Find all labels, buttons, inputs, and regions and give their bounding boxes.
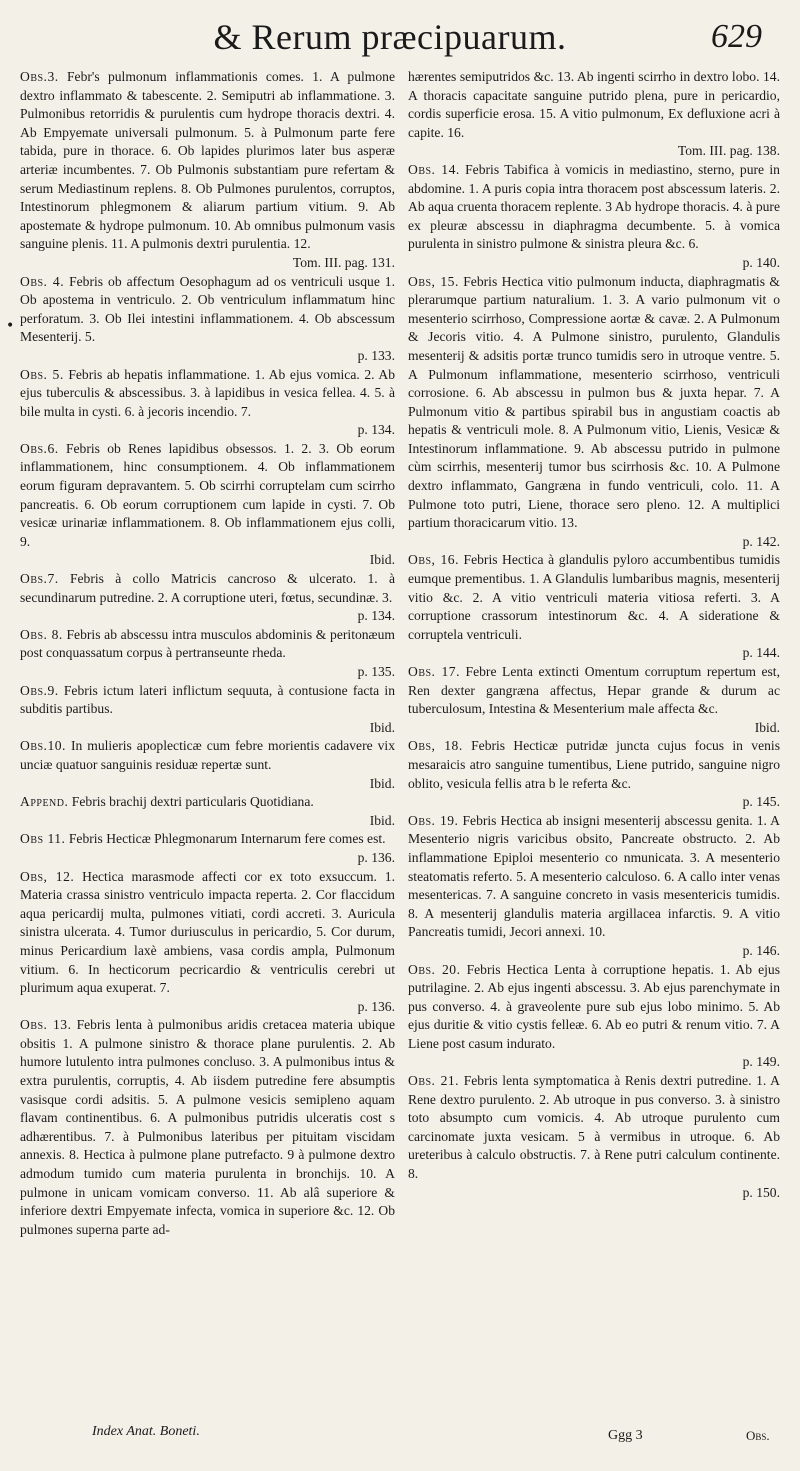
- entry-label: Append.: [20, 794, 69, 810]
- entry-label: Obs. 17.: [408, 664, 460, 679]
- index-entry: [20, 273, 395, 366]
- entry-label: Obs 11.: [20, 831, 66, 847]
- entry-text: Febris Hectica ab insigni mesenterij abscessu genita. 1. A Mesenterio nigris varicibus obsito, Pancreate obstructo. 2. Ab inflammatione Epiploi mesenterio co nmunicata. 3. A mesenterio steatomatis referto. 5. A mesenterio calculoso. 6. A callo inter venas mesentericas. 7. A sanguine concreto in vasis mesentericis tumidis. 8. A mesenterij glandulis materia argillacea infarctis. 9. A vitio Pancreatis tumidi, Jecori annexi. 10.: [408, 812, 780, 940]
- index-entry: [20, 868, 395, 1017]
- margin-bullet-icon: •: [6, 318, 15, 334]
- index-entry: [20, 68, 395, 273]
- page-number: 629: [711, 18, 762, 55]
- right-column: [408, 68, 780, 1202]
- entry-text: Febre Lenta extincti Omentum corruptum repertum est, Ren dexter gangræna affectus, Hepar grande & durum ac tuberculosum, Intestina & Mesenterium male affecta &c.: [408, 664, 780, 717]
- entry-text: Hectica marasmode affecti cor ex toto exsuccum. 1. Materia crassa sinistro ventriculo impacta reperta. 2. Cor flaccidum aqua pericardij multa, pulmones vitiati, cordi accreti. 3. Auricula sinistra ulcerata. 4. Tumor duriusculus in pericardio, 5. Cor durum, minus Pericardium laxè ambiens, vasa cordis ampla, Pulmonum vitium. 6. In hecticorum pecricardio & ventriculis cerebri ut plurimum aqua exuperat. 7.: [20, 868, 396, 996]
- entry-page-ref: Ibid.: [754, 719, 780, 735]
- index-entry: [408, 551, 780, 663]
- entry-text: Febris ictum lateri inflictum sequuta, à contusione facta in subditis partibus.: [20, 682, 395, 717]
- entry-page-ref: Ibid.: [369, 775, 395, 791]
- index-entry: [20, 682, 395, 738]
- entry-text: Febris ab hepatis inflammatione. 1. Ab ejus vomica. 2. Ab ejus tuberculis & abscessibus. 3. à lapidibus in vesica fellea. 4. 5. à bile multa in cysti. 6. à jecoris incendio. 7.: [20, 366, 395, 419]
- entry-page-ref: Tom. III. pag. 138.: [677, 143, 780, 159]
- index-entry: [408, 1072, 780, 1202]
- entry-page-ref: Ibid.: [369, 552, 395, 568]
- entry-label: Obs, 18.: [408, 738, 463, 754]
- index-entry: [408, 812, 780, 961]
- entry-page-ref: p. 136.: [357, 849, 395, 865]
- entry-text: Febris à collo Matricis cancroso & ulcerato. 1. à secundinarum putredine. 2. A corruptione uteri, fœtus, secundinæ. 3.: [20, 571, 395, 605]
- entry-text: Febris ob Renes lapidibus obsessos. 1. 2. 3. Ob eorum inflammationem, hinc consumptionem. 4. Ob inflammationem eorum figuram depravantem. 5. Ob scirrhi corruptelam cum scirrho pancreatis. 6. Ob eorum corruptionem cum lapide in cysti. 7. Ob vesicæ urinariæ inflammationem. 8. Ob inflammationem ejus colli, 9.: [20, 440, 395, 549]
- entry-text: Febris ob affectum Oesophagum ad os ventriculi usque 1. Ob apostema in ventriculo. 2. Ob ventriculum inflammatum hinc perforatum. 3. Ob Ilei intestini inflammationem. 4. Ob abscessum Mesenterij. 5.: [20, 273, 396, 345]
- index-entry: [408, 737, 780, 811]
- entry-text: Febris Hecticæ Phlegmonarum Internarum fere comes est.: [68, 831, 386, 847]
- running-head: & Rerum præcipuarum.: [213, 17, 567, 57]
- index-entry: [20, 830, 395, 867]
- index-entry: [20, 1016, 395, 1239]
- page-footer: [0, 1422, 800, 1462]
- entry-label: Obs, 12.: [20, 868, 75, 884]
- entry-page-ref: p. 133.: [357, 347, 395, 363]
- entry-page-ref: p. 140.: [742, 254, 780, 270]
- index-entry: [408, 961, 780, 1073]
- entry-label: Obs.6.: [20, 440, 59, 456]
- entry-label: Obs. 5.: [20, 366, 64, 382]
- index-entry: [408, 161, 780, 273]
- index-entry: [20, 570, 395, 626]
- entry-page-ref: p. 149.: [742, 1054, 780, 1070]
- entry-text: Febris Hectica Lenta à corruptione hepatis. 1. Ab ejus putrilagine. 2. Ab ejus ingenti abscessu. 3. Ab ejus parenchymate in pus converso. 4. à graveolente pure sub ejus lobo minimo. 5. Ab ejus duritie & vitio cystis felleæ. 6. Ab eo putri & renum vitio. 7. A Liene post casum indurato.: [408, 961, 780, 1051]
- entry-page-ref: Ibid.: [369, 812, 395, 828]
- footer-title: Index Anat. Boneti.: [92, 1424, 200, 1439]
- entry-page-ref: p. 146.: [742, 942, 780, 958]
- entry-label: Obs. 14.: [408, 161, 460, 177]
- signature-mark: Ggg 3: [608, 1428, 643, 1443]
- entry-page-ref: p. 144.: [742, 645, 780, 661]
- entry-label: Obs. 8.: [20, 626, 63, 642]
- entry-page-ref: Tom. III. pag. 131.: [292, 254, 395, 270]
- entry-page-ref: p. 134.: [357, 608, 395, 624]
- entry-page-ref: p. 142.: [742, 533, 780, 549]
- index-entry: [20, 440, 395, 570]
- index-entry: [20, 626, 395, 682]
- entry-page-ref: Ibid.: [369, 719, 395, 735]
- index-entry: [408, 273, 780, 552]
- entry-label: Obs, 16.: [408, 552, 459, 568]
- entry-page-ref: p. 145.: [742, 794, 780, 810]
- entry-label: Obs. 4.: [20, 273, 65, 289]
- entry-page-ref: p. 136.: [357, 998, 395, 1014]
- entry-text: Febris Hectica vitio pulmonum inducta, diaphragmatis & plerarumque partium naturalium. 1. 3. A vario pulmonum vit o mesenterio scirrhoso, Compressione aortæ & cavæ. 2. A Pulmonum & Jecoris vitio. 4. A Pulmone sinistro, purulento, Glandulis mesenterij & adsitis portæ trunco tumidis sero in utroque ventre. 5. A Pulmonum inflammatione, mesenterio scirrhoso, ventriculi corrosione. 6. Ab abscessu in pulmon bus & juxta hepar. 7. A Pulmonum vitio & partibus spirabil bus in angustiam coactis ab hepatis & ventriculi mole. 8. A Pulmonum vitio, Lienis, Vesicæ & Intestinorum inflammatione. 9. Ab abscessu putrido in pulmone cùm scirrhis, mesenterij tumor bus scirrhosis &c. 10. A Pulmone dextro inflammato, Gangræna in fundo ventriculi, colo. 11. A Pulmone toto putri, Liene, thorace sero pleno. 12. A multiplici partium thoracicarum vitio. 13.: [408, 273, 780, 531]
- entry-page-ref: p. 135.: [357, 664, 395, 679]
- entry-text: hærentes semiputridos &c. 13. Ab ingenti scirrho in dextro lobo. 14. A thoracis capacitate sanguine putrido plena, pure in pericardio, cordis superficie erosa. 15. A vitio pulmonum, Ex defluxione acri à capite. 16.: [408, 69, 780, 140]
- entry-label: Obs. 20.: [408, 961, 461, 977]
- entry-label: Obs.9.: [20, 682, 59, 698]
- entry-label: Obs. 13.: [20, 1017, 72, 1033]
- entry-text: In mulieris apoplecticæ cum febre morientis cadavere vix unciæ quatuor sanguinis residuæ repertæ sunt.: [20, 738, 395, 772]
- index-entry: [20, 366, 395, 440]
- entry-text: Febris lenta symptomatica à Renis dextri putredine. 1. A Rene dextro purulento. 2. Ab utroque in pus converso. 3. à sinistro toto absumpto cum vomicis. 4. Ab utroque purulento cum carcinomate juxta vesicam. 5 à vermibus in utroque. 6. Ab ureteribus à calculo obstructis. 7. à Rene putri calculum continente. 8.: [408, 1073, 780, 1182]
- entry-label: Obs. 19.: [408, 812, 459, 828]
- entry-text: Febris lenta à pulmonibus aridis cretacea materia ubique obsitis 1. A pulmone sinistro & thorace plane purulentis. 2. Ab humore lutulento intra pulmones concluso. 3. A pulmonibus intus & extra purulentis, corruptis, 4. Ab iisdem putredine fere absumptis vasisque cordi adsitis. 5. A pulmone vesicis semipleno aquam flavam continentibus. 6. A pulmonibus putridis ulceratis cost s adhærentibus. 7. à Pulmonibus lateribus per pituitam viscidam annexis. 8. Hectica à pulmone plane putrefacto. 9 à pulmone dextro admodum tumido cum materia purulenta in bronchijs. 10. A pulmone in unicam vomicam converso. 11. Ab alâ superiore & inferiore dextri Empyemate infecta, vomica in superiore &c. 12. Ob pulmones superna parte ad-: [20, 1017, 396, 1237]
- entry-text: Febris brachij dextri particularis Quotidiana.: [71, 794, 314, 810]
- entry-text: Febris Hecticæ putridæ juncta cujus focus in venis mesaraicis atro sanguine tumentibus, Liene putrido, sanguine nigro oblito, vesicula fellis atra b le referta &c.: [408, 738, 780, 791]
- index-entry: [20, 793, 395, 830]
- entry-text: Febr's pulmonum inflammationis comes. 1. A pulmone dextro inflammato & tabescente. 2. Semiputri ab inflammatione. 3. Pulmonibus retorridis & purulentis cum hydrope thoracis dextri. 4. Ab Empyemate universali pulmonum. 5. à Pulmonum parte fere tabida, pure in thorace. 6. Ob lapides plurimos later bus asperæ arteriæ incumbentes. 7. Ob Pulmonis substantiam pure refertam & serum Mediastinum replens. 8. Ob Pulmones purulentos, corruptos, Intestinorum phlegmonem & aliarum partium vitium. 9. Ab apostemate & hydrope pulmonum. 10. Ab omnibus pulmonum vasis sanguine plenis. 11. A pulmonis dextri purulentia. 12.: [20, 69, 395, 252]
- index-entry: [20, 737, 395, 793]
- entry-label: Obs, 15.: [408, 273, 459, 289]
- index-entry: [408, 663, 780, 737]
- entry-page-ref: p. 134.: [357, 422, 395, 438]
- entry-text: Febris ab abscessu intra musculos abdominis & peritonæum post conquassatum corpus à pertranseunte rheda.: [20, 626, 395, 661]
- entry-label: Obs.7.: [20, 571, 59, 587]
- left-column: [20, 68, 395, 1239]
- entry-page-ref: p. 150.: [742, 1184, 780, 1200]
- index-entry: [408, 68, 780, 161]
- entry-label: Obs.10.: [20, 738, 66, 754]
- page-header: [0, 0, 800, 68]
- entry-text: Febris Hectica à glandulis pyloro accumbentibus tumidis eumque prementibus. 1. A Glandulis lumbaribus magnis, mesenterij vitio &c. 2. A vitio ventriculi materia vitiosa referti. 3. A corruptione crassorum intestinorum &c. 4. A sideratione & corruptela ventriculi.: [408, 552, 780, 642]
- entry-label: Obs. 21.: [408, 1073, 460, 1089]
- entry-text: Febris Tabifica à vomicis in mediastino, sterno, pure in abdomine. 1. A puris copia intra thoracem post abscessum lateris. 2. Ab aqua cruenta thoracem replente. 3 Ab hydrope thoracis. 4. à pure ex pleuræ abscessu in diaphragma decumbente. 5. à vomica purulenta in sinistro pulmone & sinistra pleura &c. 6.: [408, 161, 780, 252]
- catchword: Obs.: [746, 1428, 770, 1443]
- entry-label: Obs.3.: [20, 69, 59, 84]
